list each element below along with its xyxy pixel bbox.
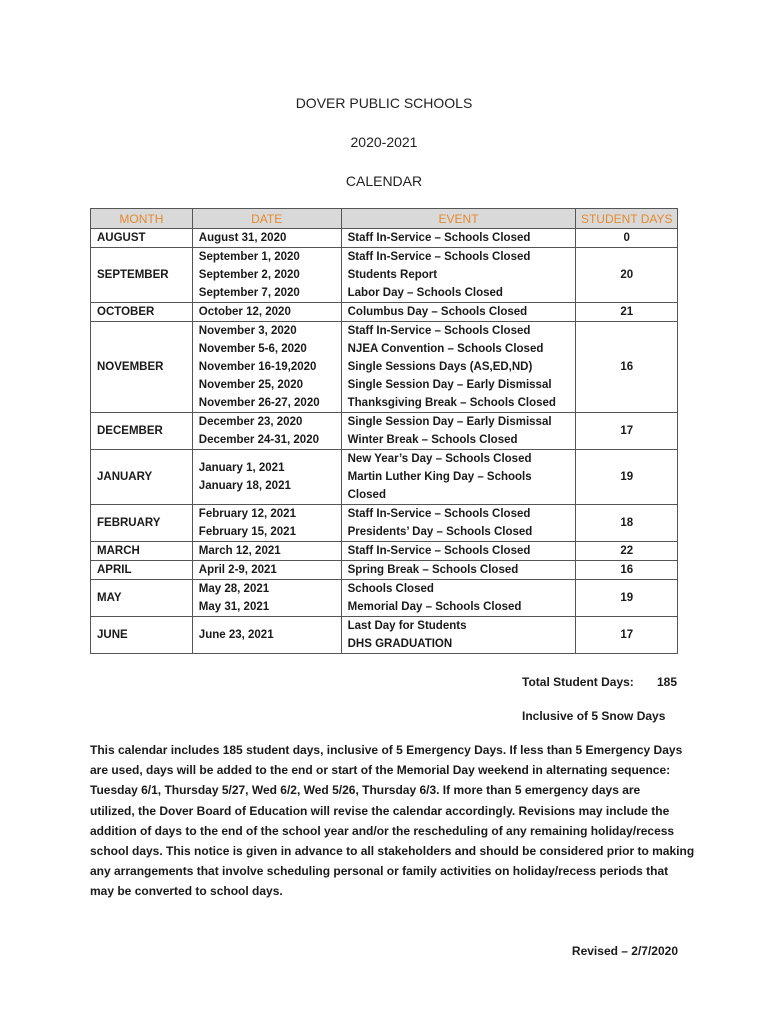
date-line: August 31, 2020 <box>198 232 287 244</box>
event-line: Memorial Day – Schools Closed <box>347 601 522 613</box>
student-days-value: 18 <box>620 517 634 529</box>
student-days-cell <box>576 248 678 303</box>
month-cell <box>91 617 193 654</box>
event-cell <box>341 248 576 303</box>
date-cell <box>192 450 341 505</box>
student-days-value: 17 <box>620 629 634 641</box>
student-days-value: 20 <box>620 269 634 281</box>
event-line: DHS GRADUATION <box>347 638 453 650</box>
table-row <box>91 413 678 450</box>
school-year: 2020-2021 <box>350 134 418 150</box>
table-header-row <box>91 209 678 229</box>
date-cell <box>192 413 341 450</box>
month-name: APRIL <box>97 564 132 576</box>
event-cell <box>341 542 576 561</box>
month-name: OCTOBER <box>97 306 155 318</box>
event-cell <box>341 505 576 542</box>
notice-line: Tuesday 6/1, Thursday 5/27, Wed 6/2, Wed 5/26, Thursday 6/3. If more than 5 emergency days are <box>90 783 641 798</box>
month-name: MAY <box>97 592 122 604</box>
month-cell <box>91 450 193 505</box>
month-cell <box>91 229 193 248</box>
date-line: November 3, 2020 <box>198 325 297 337</box>
table-row <box>91 542 678 561</box>
month-name: JUNE <box>97 629 128 641</box>
student-days-cell <box>576 580 678 617</box>
student-days-value: 19 <box>620 592 634 604</box>
event-line: Closed <box>347 489 386 501</box>
event-line: Martin Luther King Day – Schools <box>347 471 532 483</box>
event-line: Staff In-Service – Schools Closed <box>347 325 531 337</box>
date-line: September 2, 2020 <box>198 269 300 281</box>
table-row <box>91 617 678 654</box>
notice-line: school days. This notice is given in advance to all stakeholders and should be considered prior to making <box>90 844 695 859</box>
date-line: January 1, 2021 <box>198 462 285 474</box>
event-cell <box>341 580 576 617</box>
event-line: Last Day for Students <box>347 620 467 632</box>
student-days-cell <box>576 450 678 505</box>
month-cell <box>91 322 193 413</box>
table-row <box>91 229 678 248</box>
event-line: Staff In-Service – Schools Closed <box>347 508 531 520</box>
month-cell <box>91 561 193 580</box>
date-line: May 31, 2021 <box>198 601 270 613</box>
column-header-month: MONTH <box>91 209 193 229</box>
month-cell <box>91 248 193 303</box>
date-line: February 15, 2021 <box>198 526 296 538</box>
student-days-value: 16 <box>620 361 634 373</box>
table-row <box>91 303 678 322</box>
date-line: September 7, 2020 <box>198 287 300 299</box>
student-days-value: 0 <box>623 232 630 244</box>
student-days-value: 16 <box>620 564 634 576</box>
event-line: NJEA Convention – Schools Closed <box>347 343 544 355</box>
event-cell <box>341 303 576 322</box>
student-days-value: 21 <box>620 306 634 318</box>
notice-line: are used, days will be added to the end or start of the Memorial Day weekend in alternating sequence: <box>90 763 671 778</box>
notice-line: utilized, the Dover Board of Education will revise the calendar accordingly. Revisions may include the <box>90 803 670 818</box>
event-line: Spring Break – Schools Closed <box>347 564 519 576</box>
column-header-date: DATE <box>192 209 341 229</box>
event-cell <box>341 322 576 413</box>
event-cell <box>341 561 576 580</box>
table-row <box>91 450 678 505</box>
event-line: Staff In-Service – Schools Closed <box>347 232 531 244</box>
month-name: AUGUST <box>97 232 146 244</box>
month-name: SEPTEMBER <box>97 269 169 281</box>
date-cell <box>192 322 341 413</box>
notice-line: any arrangements that involve scheduling personal or family activities on holiday/recess periods that <box>90 864 669 879</box>
student-days-cell <box>576 229 678 248</box>
table-row <box>91 322 678 413</box>
month-cell <box>91 413 193 450</box>
student-days-cell <box>576 303 678 322</box>
month-name: JANUARY <box>97 471 153 483</box>
date-line: January 18, 2021 <box>198 480 291 492</box>
table-row <box>91 561 678 580</box>
total-value: 185 <box>657 675 678 689</box>
table-row <box>91 580 678 617</box>
document-title: CALENDAR <box>345 173 423 189</box>
month-cell <box>91 580 193 617</box>
calendar-table <box>90 208 678 654</box>
month-cell <box>91 505 193 542</box>
student-days-cell <box>576 322 678 413</box>
district-title: DOVER PUBLIC SCHOOLS <box>295 95 473 111</box>
total-student-days <box>522 675 678 689</box>
notice-line: This calendar includes 185 student days, inclusive of 5 Emergency Days. If less than 5 Emergency Days <box>90 743 683 757</box>
event-line: Staff In-Service – Schools Closed <box>347 251 531 263</box>
event-cell <box>341 450 576 505</box>
event-line: Presidents’ Day – Schools Closed <box>347 526 533 538</box>
student-days-cell <box>576 505 678 542</box>
notice-line: may be converted to school days. <box>90 884 283 899</box>
month-name: FEBRUARY <box>97 517 161 529</box>
month-name: NOVEMBER <box>97 361 164 373</box>
student-days-cell <box>576 617 678 654</box>
date-line: November 26-27, 2020 <box>198 397 320 409</box>
date-line: June 23, 2021 <box>198 629 274 641</box>
table-row <box>91 248 678 303</box>
date-cell <box>192 505 341 542</box>
date-cell <box>192 229 341 248</box>
event-line: Schools Closed <box>347 583 434 595</box>
event-cell <box>341 617 576 654</box>
column-header-event: EVENT <box>341 209 576 229</box>
date-line: December 23, 2020 <box>198 416 303 428</box>
student-days-cell <box>576 561 678 580</box>
date-line: February 12, 2021 <box>198 508 296 520</box>
event-line: Single Sessions Days (AS,ED,ND) <box>347 361 533 373</box>
date-line: December 24-31, 2020 <box>198 434 319 446</box>
date-cell <box>192 303 341 322</box>
date-line: November 5-6, 2020 <box>198 343 307 355</box>
table-row <box>91 505 678 542</box>
date-cell <box>192 248 341 303</box>
calendar-table-body <box>91 229 678 654</box>
event-line: Students Report <box>347 269 438 281</box>
event-line: Single Session Day – Early Dismissal <box>347 379 552 391</box>
date-cell <box>192 580 341 617</box>
revised-date: Revised – 2/7/2020 <box>571 944 678 958</box>
student-days-cell <box>576 413 678 450</box>
column-header-student-days: STUDENT DAYS <box>576 209 678 229</box>
event-line: Labor Day – Schools Closed <box>347 287 503 299</box>
notice-line: addition of days to the end of the school year and/or the rescheduling of any remaining holiday/recess <box>90 823 675 838</box>
event-cell <box>341 229 576 248</box>
notice-paragraph <box>90 740 695 902</box>
month-name: DECEMBER <box>97 425 163 437</box>
student-days-value: 17 <box>620 425 634 437</box>
date-line: May 28, 2021 <box>198 583 270 595</box>
snow-days-note: Inclusive of 5 Snow Days <box>522 709 666 723</box>
student-days-value: 22 <box>620 545 634 557</box>
date-cell <box>192 542 341 561</box>
date-line: March 12, 2021 <box>198 545 281 557</box>
event-line: New Year’s Day – Schools Closed <box>347 453 532 465</box>
event-cell <box>341 413 576 450</box>
event-line: Winter Break – Schools Closed <box>347 434 518 446</box>
date-line: October 12, 2020 <box>198 306 291 318</box>
date-line: November 25, 2020 <box>198 379 303 391</box>
event-line: Staff In-Service – Schools Closed <box>347 545 531 557</box>
student-days-cell <box>576 542 678 561</box>
date-cell <box>192 617 341 654</box>
total-label: Total Student Days: <box>522 675 634 689</box>
month-cell <box>91 542 193 561</box>
date-cell <box>192 561 341 580</box>
date-line: April 2-9, 2021 <box>198 564 277 576</box>
student-days-value: 19 <box>620 471 634 483</box>
event-line: Columbus Day – Schools Closed <box>347 306 528 318</box>
event-line: Thanksgiving Break – Schools Closed <box>347 397 556 409</box>
date-line: September 1, 2020 <box>198 251 300 263</box>
date-line: November 16-19,2020 <box>198 361 317 373</box>
event-line: Single Session Day – Early Dismissal <box>347 416 552 428</box>
month-cell <box>91 303 193 322</box>
month-name: MARCH <box>97 545 140 557</box>
